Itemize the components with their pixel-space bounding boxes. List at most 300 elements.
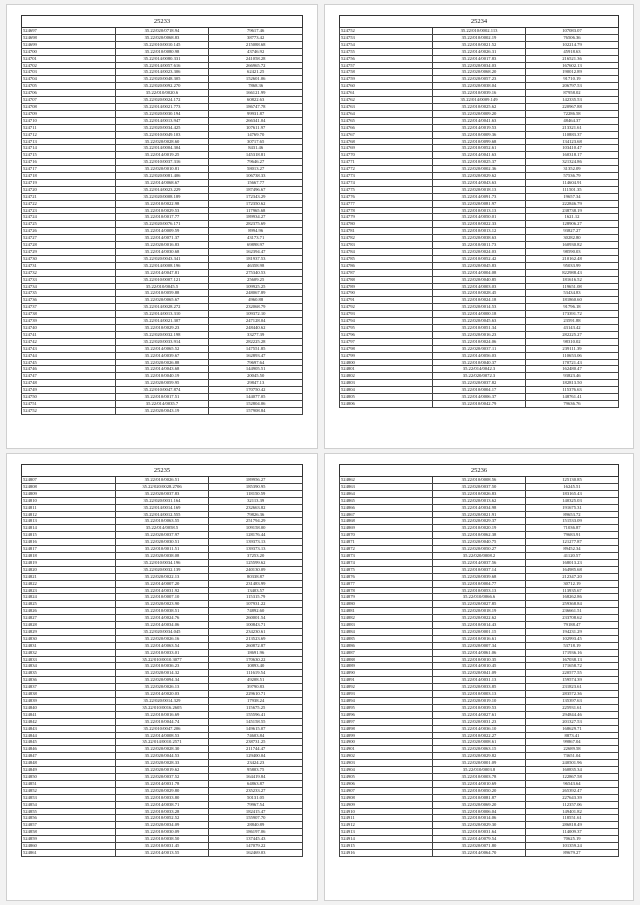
data-table	[21, 464, 303, 857]
amount-cell: 99867.04	[526, 739, 619, 746]
table-row	[340, 573, 619, 580]
table-row	[22, 380, 303, 387]
reference-cell: 35.22/010/0009.36	[433, 131, 526, 138]
reference-cell: 35.22/010/0040.19	[115, 373, 209, 380]
table-row	[340, 587, 619, 594]
row-id-cell: 524710	[22, 117, 116, 124]
table-row	[340, 41, 619, 48]
table-row	[22, 366, 303, 373]
table-row	[340, 76, 619, 83]
reference-cell: 35.22/014/0041.63	[433, 117, 526, 124]
reference-cell: 35.22/014/0013.947	[115, 117, 209, 124]
table-row	[22, 677, 303, 684]
reference-cell: 35.22/010/0013.12	[433, 228, 526, 235]
amount-cell: 134123.68	[526, 138, 619, 145]
row-id-cell: 524730	[22, 255, 116, 262]
amount-cell: 89452.34	[526, 546, 619, 553]
reference-cell: 35.22/020/0063.15	[433, 746, 526, 753]
reference-cell: 35.22/020/0092.270	[115, 83, 209, 90]
row-id-cell: 524862	[340, 477, 433, 484]
reference-cell: 35.22/020/0026.16	[115, 635, 209, 642]
table-row	[22, 539, 303, 546]
row-id-cell: 524722	[22, 200, 116, 207]
amount-cell: 8994.96	[209, 228, 303, 235]
row-id-cell: 524718	[22, 173, 116, 180]
reference-cell: 35.22/014/0034.06	[115, 622, 209, 629]
reference-cell: 35.22/014/0036.10	[433, 725, 526, 732]
table-row	[22, 28, 303, 35]
table-row	[340, 159, 619, 166]
row-id-cell: 524737	[22, 304, 116, 311]
table-row	[22, 718, 303, 725]
amount-cell: 238738.19	[526, 207, 619, 214]
row-id-cell: 524774	[340, 179, 433, 186]
table-row	[22, 394, 303, 401]
table-row	[340, 283, 619, 290]
reference-cell: 35.22/010/0031.45	[115, 843, 209, 850]
table-row	[340, 663, 619, 670]
amount-cell: 99931.87	[209, 110, 303, 117]
amount-cell: 53718.19	[526, 642, 619, 649]
amount-cell: 23424.23	[209, 760, 303, 767]
amount-cell: 213321.61	[526, 124, 619, 131]
amount-cell: 13403.57	[209, 587, 303, 594]
reference-cell: 35.22/010/0022.33	[433, 221, 526, 228]
reference-cell: 35.22/010/0033.28	[115, 808, 209, 815]
row-id-cell: 524900	[340, 739, 433, 746]
reference-cell: 35.22/014/0047.81	[115, 269, 209, 276]
amount-cell: 4960.88	[209, 297, 303, 304]
amount-cell: 93823.46	[526, 373, 619, 380]
table-row	[340, 304, 619, 311]
row-id-cell: 524794	[340, 318, 433, 325]
row-id-cell: 524909	[340, 801, 433, 808]
amount-cell: 46358.98	[209, 262, 303, 269]
row-id-cell: 524911	[340, 815, 433, 822]
reference-cell: 35.22/010/0042.79	[433, 400, 526, 407]
row-id-cell: 524711	[22, 124, 116, 131]
reference-cell: 35.22/014/0056.03	[433, 352, 526, 359]
table-row	[22, 200, 303, 207]
amount-cell: 43746.92	[209, 48, 303, 55]
reference-cell: 35.22/020/0038.08	[115, 552, 209, 559]
reference-cell: 35.22/014/0039.67	[115, 352, 209, 359]
table-row	[22, 656, 303, 663]
amount-cell: 74892.60	[209, 608, 303, 615]
table-row	[22, 628, 303, 635]
amount-cell: 64863.87	[209, 780, 303, 787]
row-id-cell: 524915	[340, 843, 433, 850]
table-row	[340, 746, 619, 753]
row-id-cell: 524833	[22, 656, 116, 663]
row-id-cell: 524820	[22, 566, 116, 573]
row-id-cell: 524782	[340, 235, 433, 242]
amount-cell: 247128.04	[209, 318, 303, 325]
amount-cell: 201327.53	[526, 718, 619, 725]
reference-cell: 35.22/014/0021.307	[115, 318, 209, 325]
reference-cell: 35.22/020/0033.914	[115, 338, 209, 345]
reference-cell: 35.22/020/0029.62	[433, 173, 526, 180]
row-id-cell: 524781	[340, 228, 433, 235]
amount-cell: 16245.51	[526, 483, 619, 490]
table-row	[22, 338, 303, 345]
row-id-cell: 524725	[22, 221, 116, 228]
table-row	[22, 808, 303, 815]
reference-cell: 35.22/014/0043.63	[433, 179, 526, 186]
table-row	[340, 55, 619, 62]
amount-cell: 122867.58	[526, 773, 619, 780]
amount-cell: 159574.39	[526, 677, 619, 684]
reference-cell: 35.22/010/0034.196	[115, 559, 209, 566]
table-row	[22, 228, 303, 235]
row-id-cell: 524766	[340, 124, 433, 131]
row-id-cell: 524859	[22, 836, 116, 843]
table-row	[340, 642, 619, 649]
table-row	[340, 594, 619, 601]
row-id-cell: 524709	[22, 110, 116, 117]
row-id-cell: 524914	[340, 836, 433, 843]
reference-cell: 35.22/020/0037.50	[433, 483, 526, 490]
reference-cell: 35.22/020/0018.13	[433, 186, 526, 193]
row-id-cell: 524714	[22, 145, 116, 152]
reference-cell: 35.22/010/0003.8	[433, 767, 526, 774]
row-id-cell: 524750	[22, 394, 116, 401]
table-row	[340, 815, 619, 822]
reference-cell: 35.22/020/0013.62	[433, 497, 526, 504]
reference-cell: 35.22/010/0033.80	[115, 794, 209, 801]
reference-cell: 35.22/010/0006.04	[433, 808, 526, 815]
row-id-cell: 524813	[22, 518, 116, 525]
row-id-cell: 524872	[340, 546, 433, 553]
table-row	[22, 304, 303, 311]
table-row	[340, 490, 619, 497]
amount-cell: 211744.47	[209, 746, 303, 753]
row-id-cell: 524815	[22, 532, 116, 539]
amount-cell: 114009.37	[526, 829, 619, 836]
reference-cell: 35.22/010/0052.52	[115, 815, 209, 822]
table-row	[340, 131, 619, 138]
table-row	[340, 255, 619, 262]
amount-cell: 20045.50	[209, 373, 303, 380]
amount-cell: 38773.42	[209, 34, 303, 41]
amount-cell: 7868.36	[209, 83, 303, 90]
table-row	[22, 318, 303, 325]
row-id-cell: 524850	[22, 773, 116, 780]
table-row	[22, 594, 303, 601]
table-row	[340, 48, 619, 55]
reference-cell: 35.22/020/0069.20	[433, 801, 526, 808]
row-id-cell: 524913	[340, 829, 433, 836]
table-row	[340, 580, 619, 587]
row-id-cell: 524800	[340, 359, 433, 366]
row-id-cell: 524809	[22, 490, 116, 497]
reference-cell: 35.22/020/0029.80	[115, 787, 209, 794]
row-id-cell: 524799	[340, 352, 433, 359]
row-id-cell: 524752	[340, 28, 433, 35]
amount-cell: 93827.27	[526, 228, 619, 235]
amount-cell: 152601.06	[209, 76, 303, 83]
row-id-cell: 524855	[22, 808, 116, 815]
amount-cell: 260001.54	[209, 615, 303, 622]
data-table-container	[339, 464, 619, 857]
amount-cell: 58013.27	[209, 166, 303, 173]
amount-cell: 164985.68	[526, 566, 619, 573]
amount-cell: 111501.35	[526, 186, 619, 193]
amount-cell: 239111.39	[526, 345, 619, 352]
document-page-4	[324, 453, 634, 901]
amount-cell: 162480.47	[526, 366, 619, 373]
amount-cell: 39790.83	[209, 684, 303, 691]
reference-cell: 35.22/010/0039.16	[433, 90, 526, 97]
reference-cell: 35.22/010/0025.62	[433, 103, 526, 110]
table-row	[22, 746, 303, 753]
row-id-cell: 524755	[340, 48, 433, 55]
amount-cell: 265392.47	[526, 787, 619, 794]
amount-cell: 8431.46	[209, 145, 303, 152]
amount-cell: 233708.62	[526, 615, 619, 622]
table-row	[340, 90, 619, 97]
amount-cell: 118551.61	[526, 815, 619, 822]
reference-cell: 35.22/014/0010.45	[433, 663, 526, 670]
reference-cell: 35.22/020/0071.80	[433, 843, 526, 850]
amount-cell: 240501.96	[526, 760, 619, 767]
reference-cell: 35.22/014/0010.69	[433, 780, 526, 787]
row-id-cell: 524729	[22, 249, 116, 256]
row-id-cell: 524736	[22, 297, 116, 304]
row-id-cell: 524898	[340, 725, 433, 732]
reference-cell: 35.22/020/0029.82	[433, 753, 526, 760]
row-id-cell: 524893	[340, 691, 433, 698]
row-id-cell: 524895	[340, 704, 433, 711]
table-row	[22, 829, 303, 836]
amount-cell: 241058.28	[209, 55, 303, 62]
row-id-cell: 524844	[22, 732, 116, 739]
row-id-cell: 524834	[22, 663, 116, 670]
table-row	[22, 255, 303, 262]
amount-cell: 125130.85	[526, 477, 619, 484]
table-row	[22, 725, 303, 732]
row-id-cell: 524839	[22, 698, 116, 705]
reference-cell: 35.22/014/0019.53	[433, 124, 526, 131]
row-id-cell: 524854	[22, 801, 116, 808]
amount-cell: 10893.40	[209, 663, 303, 670]
table-header: 25236	[340, 465, 619, 477]
table-row	[22, 373, 303, 380]
row-id-cell: 524840	[22, 704, 116, 711]
table-row	[22, 242, 303, 249]
amount-cell: 140325.03	[526, 497, 619, 504]
row-id-cell: 524707	[22, 97, 116, 104]
amount-cell: 266965.72	[209, 62, 303, 69]
row-id-cell: 524739	[22, 318, 116, 325]
reference-cell: 35.22/010/0038.50	[115, 836, 209, 843]
reference-cell: 35.22/020/0034.03	[433, 62, 526, 69]
amount-cell: 57536.79	[526, 173, 619, 180]
reference-cell: 35.22/014/0007.20	[115, 580, 209, 587]
table-row	[22, 166, 303, 173]
row-id-cell: 524699	[22, 41, 116, 48]
reference-cell: 35.22/014/0071.37	[115, 235, 209, 242]
amount-cell: 29847.13	[209, 380, 303, 387]
reference-cell: 35.22/010/0050.20	[433, 787, 526, 794]
row-id-cell: 524883	[340, 622, 433, 629]
amount-cell: 173391.72	[526, 311, 619, 318]
reference-cell: 35.22/014/0013.55	[115, 849, 209, 856]
amount-cell: 240130.09	[209, 566, 303, 573]
row-id-cell: 524733	[22, 276, 116, 283]
reference-cell: 35.22/020/0001.09	[433, 760, 526, 767]
table-row	[340, 318, 619, 325]
row-id-cell: 524876	[340, 573, 433, 580]
row-id-cell: 524765	[340, 117, 433, 124]
table-row	[22, 849, 303, 856]
table-row	[340, 110, 619, 117]
row-id-cell: 524897	[340, 718, 433, 725]
table-row	[340, 207, 619, 214]
row-id-cell: 524812	[22, 511, 116, 518]
table-header: 25235	[22, 465, 303, 477]
row-id-cell: 524747	[22, 373, 116, 380]
row-id-cell: 524829	[22, 628, 116, 635]
reference-cell: 35.22/010/0038.51	[115, 608, 209, 615]
row-id-cell: 524758	[340, 69, 433, 76]
amount-cell: 206797.53	[526, 83, 619, 90]
reference-cell: 35.22/010/0066.6	[433, 594, 526, 601]
amount-cell: 189934.27	[209, 214, 303, 221]
amount-cell: 145158.55	[209, 718, 303, 725]
table-row	[340, 400, 619, 407]
row-id-cell: 524719	[22, 179, 116, 186]
document-page-1	[6, 4, 318, 449]
amount-cell: 147551.85	[209, 345, 303, 352]
reference-cell: 35.22/014/0064.70	[433, 849, 526, 856]
reference-cell: 35.22/010/0008.56	[433, 477, 526, 484]
row-id-cell: 524842	[22, 718, 116, 725]
table-row	[22, 214, 303, 221]
table-body	[340, 28, 619, 408]
table-row	[340, 559, 619, 566]
amount-cell: 17938.24	[209, 698, 303, 705]
amount-cell: 107931.22	[209, 601, 303, 608]
table-row	[340, 117, 619, 124]
reference-cell: 35.22/020/0050.27	[433, 546, 526, 553]
table-row	[340, 718, 619, 725]
table-row	[22, 352, 303, 359]
reference-cell: 35.22/014/0014.169	[115, 504, 209, 511]
table-body	[22, 477, 303, 857]
row-id-cell: 524901	[340, 746, 433, 753]
row-id-cell: 524704	[22, 76, 116, 83]
amount-cell: 229610.71	[209, 691, 303, 698]
row-id-cell: 524882	[340, 615, 433, 622]
table-row	[340, 836, 619, 843]
row-id-cell: 524751	[22, 400, 116, 407]
reference-cell: 35.22/014/0028.272	[115, 304, 209, 311]
amount-cell: 151533.09	[526, 518, 619, 525]
table-row	[340, 773, 619, 780]
reference-cell: 35.22/010/0028.45	[433, 290, 526, 297]
reference-cell: 35.22/014/0042.3	[433, 366, 526, 373]
table-row	[340, 366, 619, 373]
amount-cell: 231823.61	[526, 684, 619, 691]
table-row	[340, 767, 619, 774]
table-row	[340, 477, 619, 484]
row-id-cell: 524762	[340, 97, 433, 104]
amount-cell: 232663.82	[209, 504, 303, 511]
amount-cell: 189956.27	[209, 477, 303, 484]
amount-cell: 234230.61	[209, 628, 303, 635]
table-body	[22, 28, 303, 415]
table-row	[340, 166, 619, 173]
reference-cell: 35.22/014/0031.78	[115, 780, 209, 787]
amount-cell: 128176.44	[209, 532, 303, 539]
table-row	[340, 228, 619, 235]
row-id-cell: 524745	[22, 359, 116, 366]
table-row	[340, 753, 619, 760]
reference-cell: 35.22/020/0019.62	[115, 767, 209, 774]
row-id-cell: 524803	[340, 380, 433, 387]
reference-cell: 35.22/020/0065.67	[115, 297, 209, 304]
amount-cell: 149615.07	[209, 725, 303, 732]
amount-cell: 109372.10	[209, 311, 303, 318]
table-header: 25233	[22, 16, 303, 28]
amount-cell: 43143.42	[526, 324, 619, 331]
table-row	[22, 221, 303, 228]
amount-cell: 32113.39	[209, 497, 303, 504]
reference-cell: 35.22/020/0072.3	[433, 373, 526, 380]
row-id-cell: 524845	[22, 739, 116, 746]
amount-cell: 110653.06	[526, 352, 619, 359]
reference-cell: 35.22/014/0023.229	[115, 186, 209, 193]
reference-cell: 35.22/014/0030.68	[115, 249, 209, 256]
row-id-cell: 524804	[340, 387, 433, 394]
table-row	[22, 110, 303, 117]
table-row	[340, 794, 619, 801]
amount-cell: 171658.72	[526, 663, 619, 670]
table-row	[340, 518, 619, 525]
amount-cell: 62421.25	[209, 69, 303, 76]
row-id-cell: 524789	[340, 283, 433, 290]
table-row	[340, 546, 619, 553]
table-row	[22, 635, 303, 642]
reference-cell: 35.22/020/0034.09	[115, 822, 209, 829]
table-row	[340, 601, 619, 608]
table-row	[22, 843, 303, 850]
table-row	[340, 849, 619, 856]
amount-cell: 72286.58	[526, 110, 619, 117]
reference-cell: 35.22/020/0032.139	[115, 566, 209, 573]
amount-cell: 114604.91	[526, 179, 619, 186]
amount-cell: 79636.76	[526, 400, 619, 407]
row-id-cell: 524775	[340, 186, 433, 193]
table-row	[22, 615, 303, 622]
table-row	[22, 235, 303, 242]
reference-cell: 35.22/020/0032.198	[115, 331, 209, 338]
table-row	[22, 753, 303, 760]
table-row	[22, 269, 303, 276]
amount-cell: 294844.46	[526, 711, 619, 718]
row-id-cell: 524771	[340, 159, 433, 166]
row-id-cell: 524703	[22, 69, 116, 76]
table-row	[22, 276, 303, 283]
reference-cell: 35.22/020/0029.37	[433, 518, 526, 525]
row-id-cell: 524697	[22, 28, 116, 35]
row-id-cell: 524706	[22, 90, 116, 97]
table-row	[340, 387, 619, 394]
row-id-cell: 524846	[22, 746, 116, 753]
reference-cell: 35.22/020/0016.83	[115, 242, 209, 249]
row-id-cell: 524874	[340, 559, 433, 566]
